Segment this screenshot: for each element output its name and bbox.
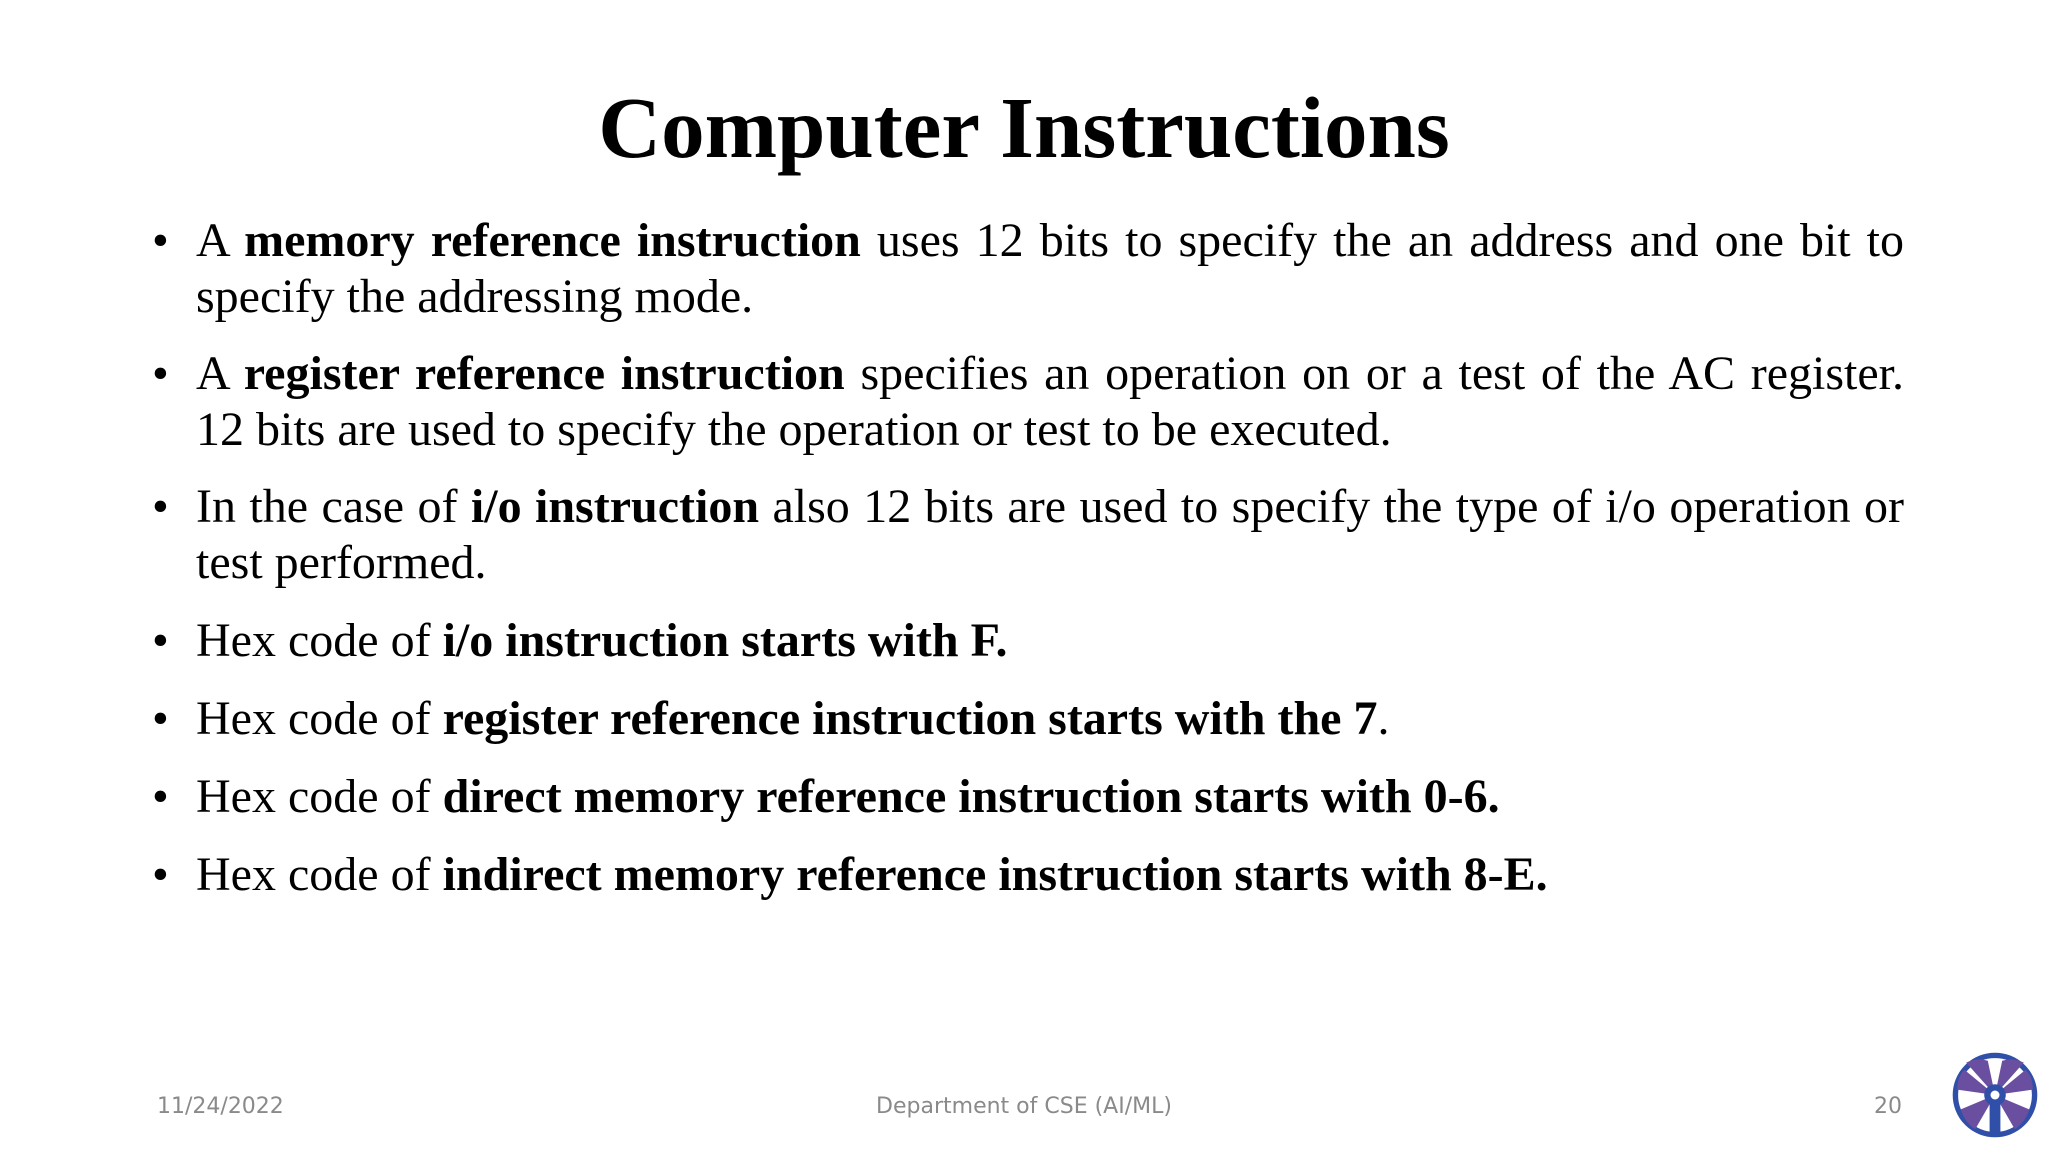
- bullet-item: [152, 691, 1904, 747]
- bullet-item: [152, 613, 1904, 669]
- footer-department: Department of CSE (AI/ML): [876, 1094, 1172, 1119]
- bullet-dot: •: [152, 214, 169, 267]
- bullet-text-pre: A: [196, 214, 245, 267]
- bullet-dot: •: [152, 692, 169, 745]
- bullet-item: [152, 346, 1904, 458]
- institution-logo-icon: [1950, 1050, 2040, 1140]
- bullet-dot: •: [152, 770, 169, 823]
- logo-center-dot: [1991, 1091, 2000, 1100]
- bullet-text-bold: i/o instruction starts with F.: [442, 614, 1008, 667]
- bullet-item: [152, 847, 1904, 903]
- bullet-text-pre: Hex code of: [196, 770, 443, 823]
- bullet-text-pre: Hex code of: [196, 848, 443, 901]
- bullet-text-bold: register reference instruction: [243, 347, 845, 400]
- footer-date: 11/24/2022: [157, 1094, 284, 1119]
- bullet-text-post: uses 12 bits to specify the an address and one bit to specify the addressing mode.: [196, 214, 1905, 323]
- bullet-text-post: specifies an operation on or a test of the AC register. 12 bits are used to specify the operation or test to be executed.: [196, 347, 1905, 456]
- bullet-item: [152, 769, 1904, 825]
- bullet-text-pre: In the case of: [196, 480, 471, 533]
- bullet-text-post: also 12 bits are used to specify the type of i/o operation or test performed.: [196, 480, 1905, 589]
- bullet-text-bold: indirect memory reference instruction starts with 8-E.: [442, 848, 1548, 901]
- bullet-text-bold: register reference instruction starts with the 7: [442, 692, 1378, 745]
- bullet-item: [152, 213, 1904, 325]
- bullet-dot: •: [152, 848, 169, 901]
- bullet-text-bold: direct memory reference instruction starts with 0-6.: [442, 770, 1500, 823]
- logo-stem: [1990, 1102, 2001, 1134]
- bullet-text-bold: memory reference instruction: [244, 214, 861, 267]
- bullet-text-post: .: [1377, 692, 1390, 745]
- bullet-dot: •: [152, 480, 169, 533]
- bullet-item: [152, 479, 1904, 591]
- bullet-dot: •: [152, 347, 169, 400]
- bullet-list: [152, 213, 1904, 903]
- footer-page-number: 20: [1874, 1094, 1902, 1119]
- bullet-text-bold: i/o instruction: [470, 480, 760, 533]
- bullet-text-pre: A: [196, 347, 244, 400]
- bullet-text-pre: Hex code of: [196, 614, 443, 667]
- bullet-text-pre: Hex code of: [196, 692, 443, 745]
- bullet-dot: •: [152, 614, 169, 667]
- slide-title: Computer Instructions: [598, 79, 1450, 176]
